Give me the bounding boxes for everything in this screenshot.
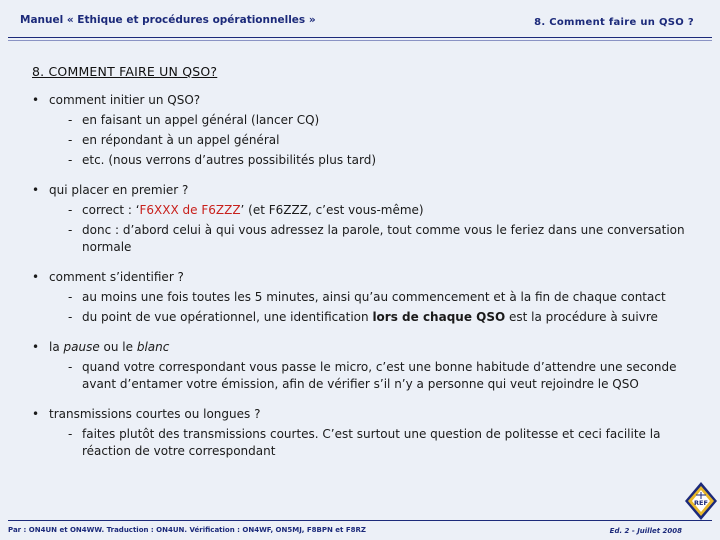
bullet-pause <box>32 339 692 356</box>
sub-suffix: ’ (et F6ZZZ, c’est vous-même) <box>240 203 424 217</box>
header-section-title: 8. Comment faire un QSO ? <box>534 17 694 28</box>
sub-item: - au moins une fois toutes les 5 minutes, ainsi qu’au commencement et à la fin de chaque contact <box>68 290 666 304</box>
sub-prefix: correct : ‘ <box>82 203 140 217</box>
header-manual-title: Manuel « Ethique et procédures opérationnelles » <box>20 14 316 26</box>
italic-blank: blanc <box>136 340 170 354</box>
section-initiate <box>32 92 692 169</box>
emphasis-text: lors de chaque QSO <box>372 310 506 324</box>
sub-item-text: au moins une fois toutes les 5 minutes, ainsi qu’au commencement et à la fin de chaque contact <box>82 290 666 304</box>
section-pause <box>32 339 692 393</box>
sub-item: - en faisant un appel général (lancer CQ) <box>68 113 320 127</box>
sub-prefix: du point de vue opérationnel, une identification <box>82 310 373 324</box>
bullet-text: la <box>49 340 64 354</box>
sub-item: - faites plutôt des transmissions courtes. C’est surtout une question de politesse et ceci facilite la réaction de votre correspondant <box>68 427 661 458</box>
logo-text: REF <box>694 499 708 507</box>
sub-item: - donc : d’abord celui à qui vous adressez la parole, tout comme vous le feriez dans une conversation normale <box>68 223 685 254</box>
section-identify <box>32 269 692 326</box>
sub-item: - correct : ‘F6XXX de F6ZZZ’ (et F6ZZZ, c’est vous-même) <box>68 203 424 217</box>
section-order <box>32 182 692 256</box>
bullet-order: • qui placer en premier ? <box>32 182 692 199</box>
italic-pause: pause <box>63 340 100 354</box>
sub-item-text: quand votre correspondant vous passe le micro, c’est une bonne habitude d’attendre une seconde avant d’entamer votre émission, afin de vérifier s’il n’y a personne qui veut rejoindre le QSO <box>82 360 677 391</box>
sub-item-text: en faisant un appel général (lancer CQ) <box>82 113 320 127</box>
page-title: 8. COMMENT FAIRE UN QSO? <box>32 64 218 79</box>
sub-suffix: est la procédure à suivre <box>505 310 658 324</box>
sub-item: - etc. (nous verrons d’autres possibilités plus tard) <box>68 153 376 167</box>
section-transmissions <box>32 406 692 460</box>
bullet-initiate: • comment initier un QSO? <box>32 92 692 109</box>
footer-credits: Par : ON4UN et ON4WW. Traduction : ON4UN. Vérification : ON4WF, ON5MJ, F8BPN et F8RZ <box>8 526 366 534</box>
sub-item-text: etc. (nous verrons d’autres possibilités plus tard) <box>82 153 376 167</box>
bullet-identify: • comment s’identifier ? <box>32 269 692 286</box>
sub-item: - du point de vue opérationnel, une identification lors de chaque QSO est la procédure à suivre <box>68 310 658 324</box>
bullet-text: ou le <box>99 340 137 354</box>
bullet-transmissions: • transmissions courtes ou longues ? <box>32 406 692 423</box>
content-body <box>32 92 692 473</box>
callsign-example: F6XXX de F6ZZZ <box>139 203 241 217</box>
sub-item-text: en répondant à un appel général <box>82 133 280 147</box>
sub-item: - en répondant à un appel général <box>68 133 280 147</box>
footer-edition: Ed. 2 - Juillet 2008 <box>609 527 682 535</box>
header-divider <box>8 37 712 38</box>
header-divider-secondary <box>8 40 712 41</box>
ref-logo-icon <box>684 481 718 521</box>
sub-item-text: donc : d’abord celui à qui vous adressez la parole, tout comme vous le feriez dans une conversation normale <box>82 223 685 254</box>
sub-item: - quand votre correspondant vous passe le micro, c’est une bonne habitude d’attendre une seconde avant d’entamer votre émission, afin de vérifier s’il n’y a personne qui veut rejoindre le QSO <box>68 360 677 391</box>
sub-item-text: faites plutôt des transmissions courtes. C’est surtout une question de politesse et ceci facilite la réaction de votre correspondant <box>82 427 661 458</box>
footer-divider <box>8 520 712 521</box>
